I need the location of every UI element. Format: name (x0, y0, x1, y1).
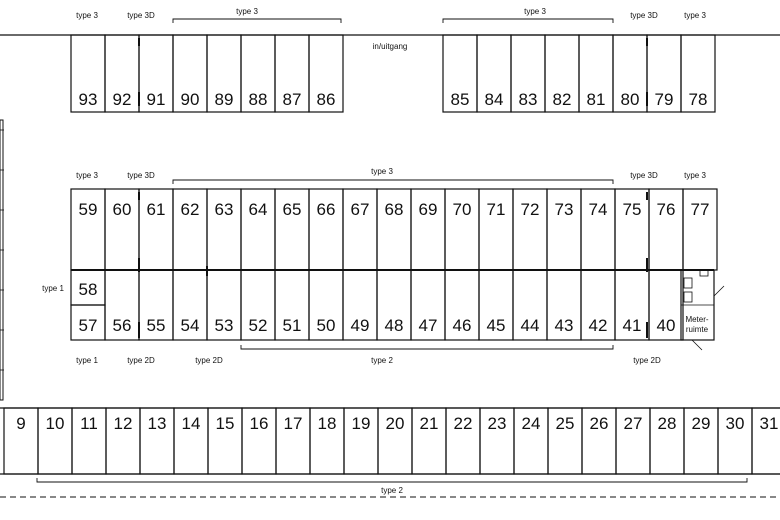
type-label-62-74: type 3 (371, 167, 393, 176)
unit-number-81: 81 (586, 90, 606, 109)
unit-number-58: 58 (78, 280, 98, 299)
type-label-41-40: type 2D (633, 356, 661, 365)
unit-number-29: 29 (691, 414, 711, 433)
unit-number-10: 10 (45, 414, 65, 433)
unit-number-90: 90 (180, 90, 200, 109)
unit-number-9: 9 (16, 414, 26, 433)
unit-number-22: 22 (453, 414, 473, 433)
unit-number-16: 16 (249, 414, 269, 433)
unit-number-72: 72 (520, 200, 540, 219)
unit-number-28: 28 (657, 414, 677, 433)
unit-number-21: 21 (419, 414, 439, 433)
unit-number-62: 62 (180, 200, 200, 219)
unit-number-27: 27 (623, 414, 643, 433)
unit-number-11: 11 (80, 414, 98, 433)
unit-number-80: 80 (620, 90, 640, 109)
type-label-60-61: type 3D (127, 171, 155, 180)
unit-number-85: 85 (450, 90, 470, 109)
unit-number-78: 78 (688, 90, 708, 109)
unit-number-88: 88 (248, 90, 268, 109)
unit-number-57: 57 (78, 316, 98, 335)
unit-number-55: 55 (146, 316, 166, 335)
unit-number-53: 53 (214, 316, 234, 335)
unit-number-40: 40 (656, 316, 676, 335)
type-label-57: type 1 (76, 356, 98, 365)
type-label-54-53: type 2D (195, 356, 223, 365)
unit-number-42: 42 (588, 316, 608, 335)
meter-room-label-line2: ruimte (685, 325, 709, 334)
type-label-78: type 3 (684, 11, 706, 20)
unit-number-44: 44 (520, 316, 540, 335)
unit-number-15: 15 (215, 414, 235, 433)
meter-room-label-line1: Meter- (685, 315, 709, 324)
type-label-92-91: type 3D (127, 11, 155, 20)
unit-number-61: 61 (146, 200, 166, 219)
unit-number-74: 74 (588, 200, 608, 219)
unit-number-93: 93 (78, 90, 98, 109)
type-label-80-79: type 3D (630, 11, 658, 20)
type-label-75-76: type 3D (630, 171, 658, 180)
unit-number-67: 67 (350, 200, 370, 219)
type-label-93: type 3 (76, 11, 98, 20)
unit-number-60: 60 (112, 200, 132, 219)
unit-number-30: 30 (725, 414, 745, 433)
unit-number-17: 17 (283, 414, 303, 433)
unit-number-69: 69 (418, 200, 438, 219)
unit-number-86: 86 (316, 90, 336, 109)
unit-number-23: 23 (487, 414, 507, 433)
unit-number-59: 59 (78, 200, 98, 219)
unit-number-66: 66 (316, 200, 336, 219)
unit-number-89: 89 (214, 90, 234, 109)
type-label-52-42: type 2 (371, 356, 393, 365)
unit-number-26: 26 (589, 414, 609, 433)
unit-number-87: 87 (282, 90, 302, 109)
unit-number-47: 47 (418, 316, 438, 335)
unit-number-49: 49 (350, 316, 370, 335)
type-label-58: type 1 (42, 284, 64, 293)
unit-number-51: 51 (282, 316, 302, 335)
unit-number-45: 45 (486, 316, 506, 335)
unit-number-31: 31 (759, 414, 779, 433)
unit-number-83: 83 (518, 90, 538, 109)
unit-number-20: 20 (385, 414, 405, 433)
storage-units (4, 35, 780, 474)
type-label-59: type 3 (76, 171, 98, 180)
unit-number-68: 68 (384, 200, 404, 219)
unit-number-54: 54 (180, 316, 200, 335)
unit-number-25: 25 (555, 414, 575, 433)
unit-number-52: 52 (248, 316, 268, 335)
type-label-77: type 3 (684, 171, 706, 180)
unit-number-56: 56 (112, 316, 132, 335)
unit-number-24: 24 (521, 414, 541, 433)
unit-number-63: 63 (214, 200, 234, 219)
unit-number-73: 73 (554, 200, 574, 219)
unit-number-43: 43 (554, 316, 574, 335)
unit-number-84: 84 (484, 90, 504, 109)
unit-number-18: 18 (317, 414, 337, 433)
entrance-label: in/uitgang (372, 42, 408, 51)
unit-number-46: 46 (452, 316, 472, 335)
type-label-bottom-row: type 2 (381, 486, 403, 495)
unit-number-64: 64 (248, 200, 268, 219)
unit-number-71: 71 (486, 200, 506, 219)
type-label-90-86: type 3 (236, 7, 258, 16)
unit-number-76: 76 (656, 200, 676, 219)
unit-number-48: 48 (384, 316, 404, 335)
unit-number-13: 13 (147, 414, 167, 433)
unit-number-14: 14 (181, 414, 201, 433)
unit-number-19: 19 (351, 414, 371, 433)
unit-number-82: 82 (552, 90, 572, 109)
unit-number-50: 50 (316, 316, 336, 335)
unit-number-65: 65 (282, 200, 302, 219)
unit-number-70: 70 (452, 200, 472, 219)
unit-number-41: 41 (622, 316, 642, 335)
unit-number-77: 77 (690, 200, 710, 219)
unit-number-12: 12 (113, 414, 133, 433)
type-label-85-81: type 3 (524, 7, 546, 16)
unit-number-91: 91 (146, 90, 166, 109)
unit-number-75: 75 (622, 200, 642, 219)
unit-number-79: 79 (654, 90, 674, 109)
unit-number-92: 92 (112, 90, 132, 109)
type-label-56-55: type 2D (127, 356, 155, 365)
